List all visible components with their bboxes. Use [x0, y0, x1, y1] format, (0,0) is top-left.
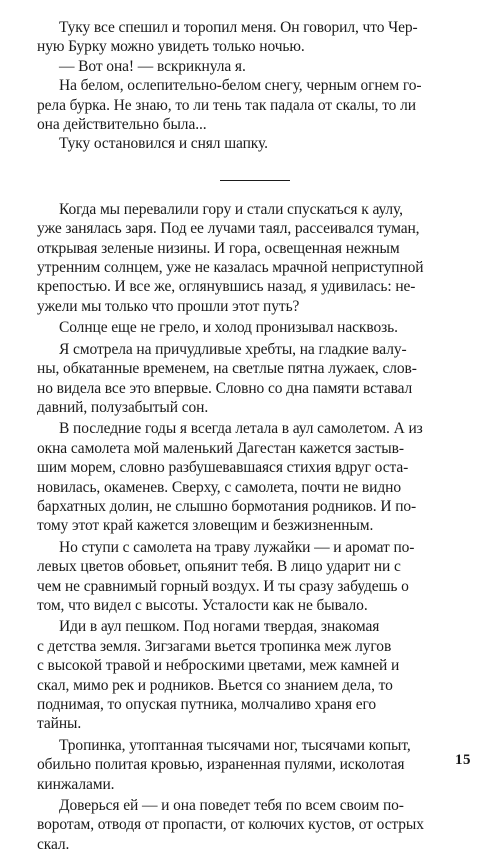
page-number: 15 [455, 752, 471, 768]
section-separator [220, 180, 290, 181]
paragraph: Туку остановился и снял шапку. [59, 135, 268, 153]
paragraph: Туку все спешил и торопил меня. Он говорил, что Чер- ную Бурку можно увидеть только ночью. [37, 19, 418, 56]
paragraph: Иди в аул пешком. Под ногами твердая, знакомая с детства земля. Зигзагами вьется тропинка меж лугов с высокой травой и неброскими цветами, меж камней и скал, мимо рек и родников. Вьется со знанием дела, то поднимая, то опуская путника, молчаливо храня его тайны. [37, 618, 400, 733]
paragraph: На белом, ослепительно-белом снегу, черным огнем го- рела бурка. Не знаю, то ли тень так падала от скалы, то ли она действительно была... [37, 77, 422, 134]
book-page [37, 18, 473, 856]
paragraph: Я смотрела на причудливые хребты, на гладкие валу- ны, обкатанные временем, на светлые пятна лужаек, слов- но видела все это впервые. Словно со дна памяти вставал давний, полузабытый сон. [37, 340, 417, 416]
paragraph: — Вот она! — вскрикнула я. [59, 57, 246, 75]
paragraph: Тропинка, утоптанная тысячами ног, тысячами копыт, обильно политая кровью, израненная пулями, исколотая кинжалами. [37, 736, 411, 793]
paragraph: Доверься ей — и она поведет тебя по всем своим по- воротам, отводя от пропасти, от колючих кустов, от острых скал. [37, 797, 424, 853]
paragraph: В последние годы я всегда летала в аул самолетом. А из окна самолета мой маленький Дагестан кажется застыв- шим морем, словно разбушевавшаяся стихия вдруг оста- новилась, окаменев. Сверху, с самолета, почти не видно бархатных долин, не слышно бормотания родников. И по- тому этот край кажется зловещим и безжизненным. [37, 420, 423, 535]
paragraph: Когда мы перевалили гору и стали спускаться к аулу, уже занялась заря. Под ее лучами таял, рассеивался туман, открывая зеленые низины. И гора, освещенная нежным утренним солнцем, уже не казалась мрачной неприступной крепостью. И все же, оглянувшись назад, я удивилась: не- ужели мы только что прошли этот путь? [37, 200, 424, 315]
text-section-1 [37, 18, 473, 154]
paragraph: Солнце еще не грело, и холод пронизывал насквозь. [59, 319, 398, 337]
paragraph: Но ступи с самолета на траву лужайки — и аромат по- левых цветов обовьет, опьянит тебя. В лицо ударит ни с чем не сравнимый горный воздух. И ты сразу забудешь о том, что видел с высоты. Усталости как не бывало. [37, 538, 415, 614]
text-section-2 [37, 200, 473, 854]
